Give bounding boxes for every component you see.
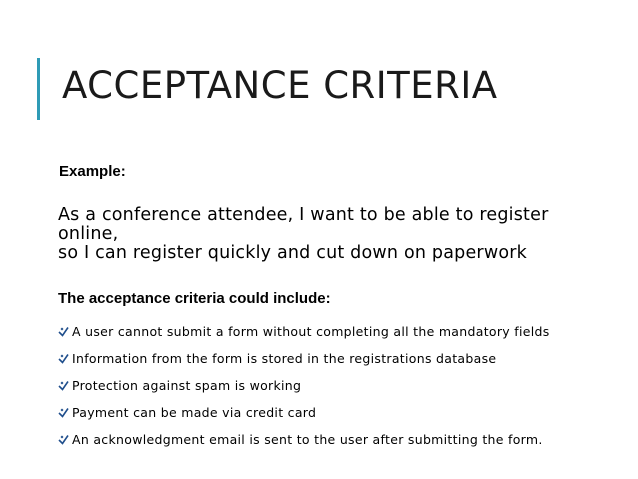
diamond-check-bullet-icon: [58, 326, 69, 338]
criteria-text: A user cannot submit a form without completing all the mandatory fields: [72, 324, 550, 339]
criteria-text: Information from the form is stored in the registrations database: [72, 351, 497, 366]
criteria-item: [58, 372, 550, 399]
criteria-item: [58, 399, 550, 426]
user-story: [58, 206, 548, 263]
user-story-line: As a conference attendee, I want to be able to register: [58, 205, 549, 225]
criteria-text: Protection against spam is working: [72, 378, 302, 393]
criteria-text: An acknowledgment email is sent to the user after submitting the form.: [72, 432, 543, 447]
user-story-line: so I can register quickly and cut down on paperwork: [58, 243, 527, 263]
slide-title: ACCEPTANCE CRITERIA: [62, 64, 498, 107]
diamond-check-bullet-icon: [58, 434, 69, 446]
title-accent-bar: [37, 58, 40, 120]
diamond-check-bullet-icon: [58, 353, 69, 365]
criteria-item: [58, 318, 550, 345]
criteria-list: [58, 318, 550, 453]
diamond-check-bullet-icon: [58, 380, 69, 392]
example-label: Example:: [59, 163, 126, 180]
criteria-item: [58, 345, 550, 372]
criteria-item: [58, 426, 550, 453]
diamond-check-bullet-icon: [58, 407, 69, 419]
criteria-text: Payment can be made via credit card: [72, 405, 317, 420]
user-story-line: online,: [58, 224, 119, 244]
criteria-heading: The acceptance criteria could include:: [58, 290, 331, 307]
